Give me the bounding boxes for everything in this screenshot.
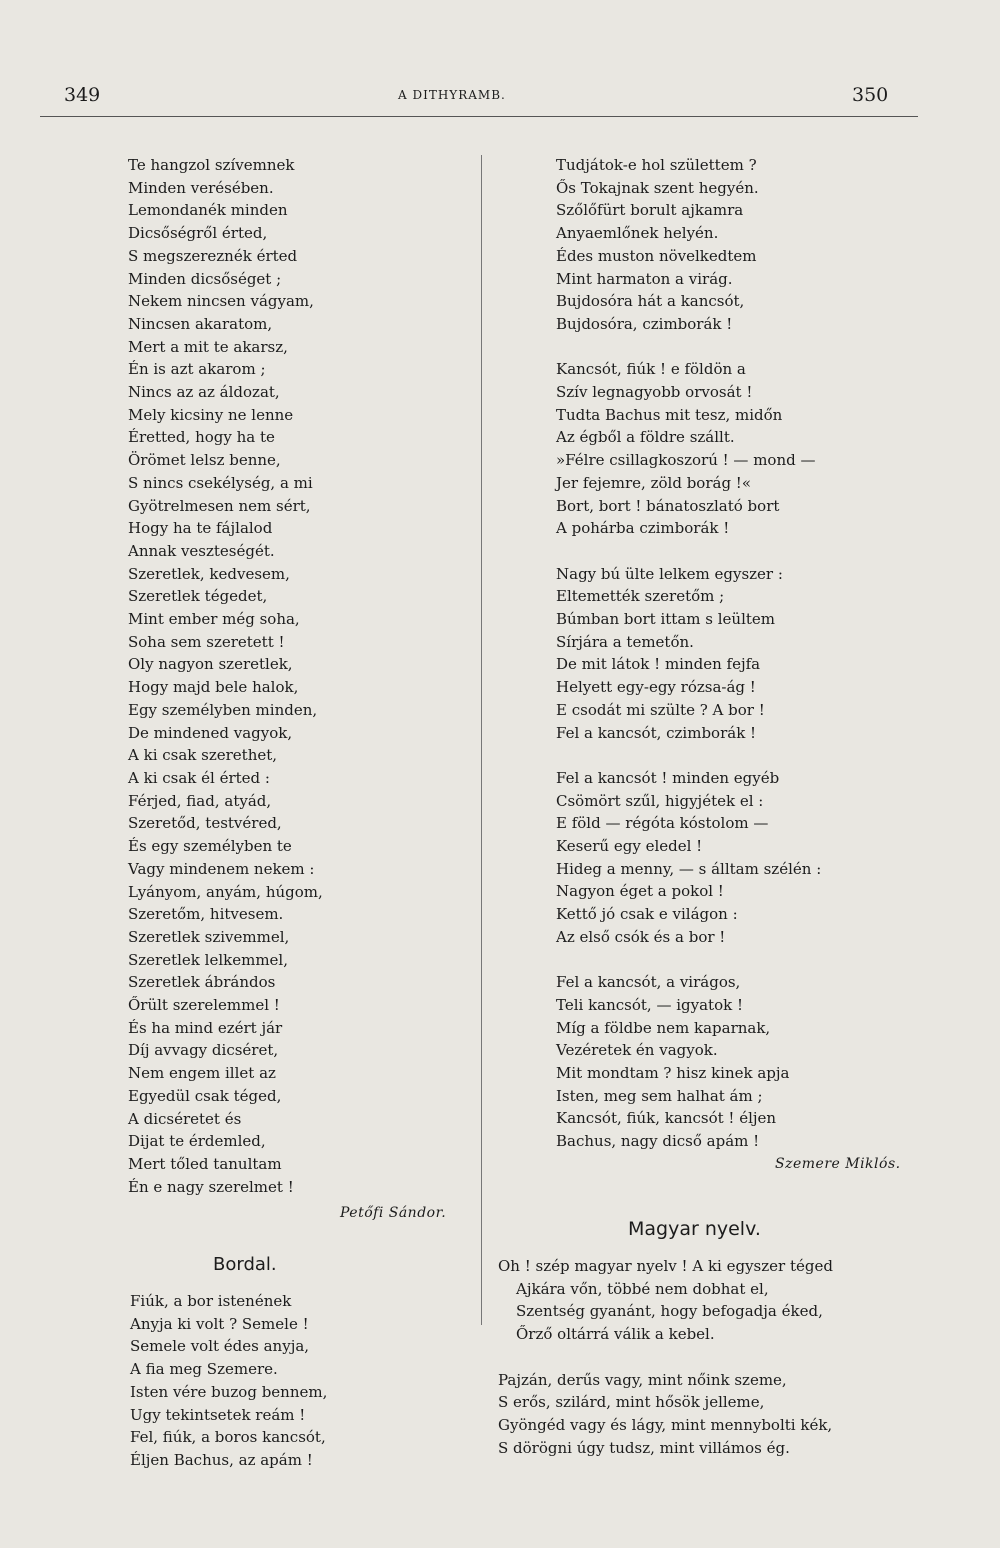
poem-line: Gyötrelmesen nem sért, (128, 496, 311, 515)
poem-line: Hogy ha te fájlalod (128, 519, 273, 538)
poem-line: »Félre csillagkoszorú ! — mond — (556, 451, 816, 470)
poem-line: A ki csak szerethet, (128, 746, 278, 765)
poem-line: Gyöngéd vagy és lágy, mint mennybolti kék, (498, 1415, 833, 1434)
poem-line: S nincs csekélység, a mi (128, 473, 313, 492)
poem-line: Vagy mindenem nekem : (128, 859, 315, 878)
poem-line: Mert a mit te akarsz, (128, 337, 288, 356)
poem-line: Nekem nincsen vágyam, (128, 292, 314, 311)
poem-line: Nem engem illet az (128, 1064, 276, 1083)
poem-line: Csömört szűl, higyjétek el : (556, 791, 764, 810)
poem-line: Mint harmaton a virág. (556, 269, 733, 288)
poem-line: Nincs az az áldozat, (128, 383, 280, 402)
poem-line: A dicséretet és (128, 1109, 242, 1128)
poem-line: Bujdosóra hát a kancsót, (556, 292, 745, 311)
poem-line: S erős, szilárd, mint hősök jelleme, (498, 1393, 765, 1412)
stanza (498, 1369, 833, 1460)
bordal-poem (130, 1290, 327, 1472)
poem-line: Oh ! szép magyar nyelv ! A ki egyszer téged (498, 1257, 833, 1275)
stanza (556, 767, 821, 949)
poem-line: Szőlőfürt borult ajkamra (556, 201, 744, 220)
poem-line: Fel, fiúk, a boros kancsót, (130, 1428, 326, 1447)
poem-line: Szentség gyanánt, hogy befogadja éked, (516, 1302, 823, 1321)
poem-line: Szív legnagyobb orvosát ! (556, 383, 753, 402)
poem-line: Bachus, nagy dicső apám ! (556, 1132, 760, 1151)
poem-line: Sírjára a temetőn. (556, 632, 694, 651)
poem-line: Pajzán, derűs vagy, mint nőink szeme, (498, 1370, 787, 1389)
poem-line: És ha mind ezért jár (128, 1018, 283, 1037)
magyar-nyelv-poem (498, 1255, 833, 1459)
poem-line: Mert tőled tanultam (128, 1154, 282, 1173)
poem-line: Isten vére buzog bennem, (130, 1382, 328, 1401)
poem-line: E csodát mi szülte ? A bor ! (556, 700, 765, 719)
poem-line: Anyaemlőnek helyén. (556, 224, 719, 243)
poem-line: Te hangzol szívemnek (128, 156, 295, 174)
poem-line: Bujdosóra, czimborák ! (556, 314, 733, 333)
poem-line: Fel a kancsót, czimborák ! (556, 723, 757, 742)
poem-line: Szeretlek ábrándos (128, 973, 276, 992)
poem-line: Édes muston növelkedtem (556, 246, 757, 265)
poem-line: Díj avvagy dicséret, (128, 1041, 279, 1060)
poem-line: Kancsót, fiúk ! e földön a (556, 360, 746, 379)
poem-line: Hogy majd bele halok, (128, 678, 299, 697)
author-szemere: Szemere Miklós. (775, 1156, 901, 1172)
poem-line: Szeretlek lelkemmel, (128, 950, 288, 969)
page-header (0, 84, 1000, 114)
poem-line: Eltemették szeretőm ; (556, 587, 725, 606)
poem-line: Lemondanék minden (128, 201, 288, 220)
poem-line: Szeretlek szivemmel, (128, 927, 290, 946)
poem-line: Minden verésében. (128, 178, 274, 197)
poem-line: Lyányom, anyám, húgom, (128, 882, 323, 901)
poem-line: Egyedül csak téged, (128, 1086, 282, 1105)
stanza (556, 563, 821, 745)
poem-line: Tudjátok-e hol születtem ? (556, 156, 757, 174)
poem-line: Semele volt édes anyja, (130, 1337, 310, 1356)
poem-line: Szeretőm, hitvesem. (128, 905, 284, 924)
poem-line: Egy személyben minden, (128, 700, 318, 719)
poem-line: Jer fejemre, zöld borág !« (556, 473, 752, 492)
poem-line: Szeretlek tégedet, (128, 587, 268, 606)
poem-line: Szeretőd, testvéred, (128, 814, 282, 833)
poem-line: Nagyon éget a pokol ! (556, 882, 724, 901)
poem-line: Búmban bort ittam s leültem (556, 610, 775, 629)
poem-line: Annak veszteségét. (128, 541, 275, 560)
poem-line: Dijat te érdemled, (128, 1132, 266, 1151)
poem-line: Fiúk, a bor istenének (130, 1292, 292, 1310)
left-poem (128, 154, 323, 1198)
poem-line: Ajkára vőn, többé nem dobhat el, (516, 1279, 769, 1298)
poem-line: Isten, meg sem halhat ám ; (556, 1086, 763, 1105)
poem-line: Kettő jó csak e világon : (556, 905, 738, 924)
poem-line: E föld — régóta kóstolom — (556, 814, 769, 833)
poem-line: Kancsót, fiúk, kancsót ! éljen (556, 1109, 777, 1128)
poem-line: Fel a kancsót, a virágos, (556, 973, 741, 992)
stanza (556, 154, 821, 336)
poem-line: Mit mondtam ? hisz kinek apja (556, 1064, 790, 1083)
poem-line: Mint ember még soha, (128, 610, 300, 629)
poem-line: Nagy bú ülte lelkem egyszer : (556, 564, 783, 583)
poem-line: De mit látok ! minden fejfa (556, 655, 761, 674)
poem-line: Férjed, fiad, atyád, (128, 791, 272, 810)
poem-line: Az égből a földre szállt. (556, 428, 735, 447)
right-poem (556, 154, 821, 1153)
poem-line: Én is azt akarom ; (128, 360, 266, 379)
poem-line: A fia meg Szemere. (130, 1360, 278, 1379)
poem-line: Őrült szerelemmel ! (128, 996, 280, 1015)
poem-line: S megszereznék érted (128, 246, 298, 265)
stanza (556, 358, 821, 540)
poem-line: Minden dicsőséget ; (128, 269, 282, 288)
poem-line: Hideg a menny, — s álltam szélén : (556, 859, 822, 878)
poem-line: De mindened vagyok, (128, 723, 293, 742)
poem-line: Vezéretek én vagyok. (556, 1041, 718, 1060)
header-rule (40, 116, 918, 117)
poem-line: Ős Tokajnak szent hegyén. (556, 178, 759, 197)
poem-line: Oly nagyon szeretlek, (128, 655, 293, 674)
poem-line: Anyja ki volt ? Semele ! (130, 1314, 309, 1333)
poem-line: Dicsőségről érted, (128, 224, 268, 243)
poem-line: Bort, bort ! bánatoszlató bort (556, 496, 780, 515)
poem-line: Tudta Bachus mit tesz, midőn (556, 405, 783, 424)
stanza (556, 971, 821, 1153)
poem-line: A pohárba czimborák ! (556, 519, 730, 538)
left-page-number: 349 (64, 84, 101, 106)
poem-line: S dörögni úgy tudsz, mint villámos ég. (498, 1438, 790, 1457)
poem-line: Nincsen akaratom, (128, 314, 273, 333)
author-petofi: Petőfi Sándor. (340, 1205, 447, 1221)
poem-line: Soha sem szeretett ! (128, 632, 285, 651)
poem-line: Helyett egy-egy rózsa-ág ! (556, 678, 756, 697)
poem-line: Ugy tekintsetek reám ! (130, 1405, 306, 1424)
poem-line: Éljen Bachus, az apám ! (130, 1450, 313, 1469)
poem-line: Őrző oltárrá válik a kebel. (516, 1325, 715, 1344)
poem-line: Keserű egy eledel ! (556, 837, 703, 856)
poem-line: Szeretlek, kedvesem, (128, 564, 290, 583)
right-page-number: 350 (852, 84, 889, 106)
column-divider (481, 155, 482, 1325)
poem-line: A ki csak él érted : (128, 768, 270, 787)
poem-line: Én e nagy szerelmet ! (128, 1177, 294, 1196)
bordal-title: Bordal. (213, 1254, 277, 1275)
poem-line: Az első csók és a bor ! (556, 927, 726, 946)
poem-line: Míg a földbe nem kaparnak, (556, 1018, 771, 1037)
stanza (498, 1255, 833, 1346)
magyar-nyelv-title: Magyar nyelv. (628, 1218, 761, 1240)
poem-line: És egy személyben te (128, 837, 292, 856)
poem-line: Mely kicsiny ne lenne (128, 405, 294, 424)
poem-line: Éretted, hogy ha te (128, 428, 275, 447)
running-title: A DITHYRAMB. (398, 88, 506, 102)
poem-line: Örömet lelsz benne, (128, 451, 281, 470)
poem-line: Teli kancsót, — igyatok ! (556, 995, 743, 1014)
poem-line: Fel a kancsót ! minden egyéb (556, 768, 780, 787)
